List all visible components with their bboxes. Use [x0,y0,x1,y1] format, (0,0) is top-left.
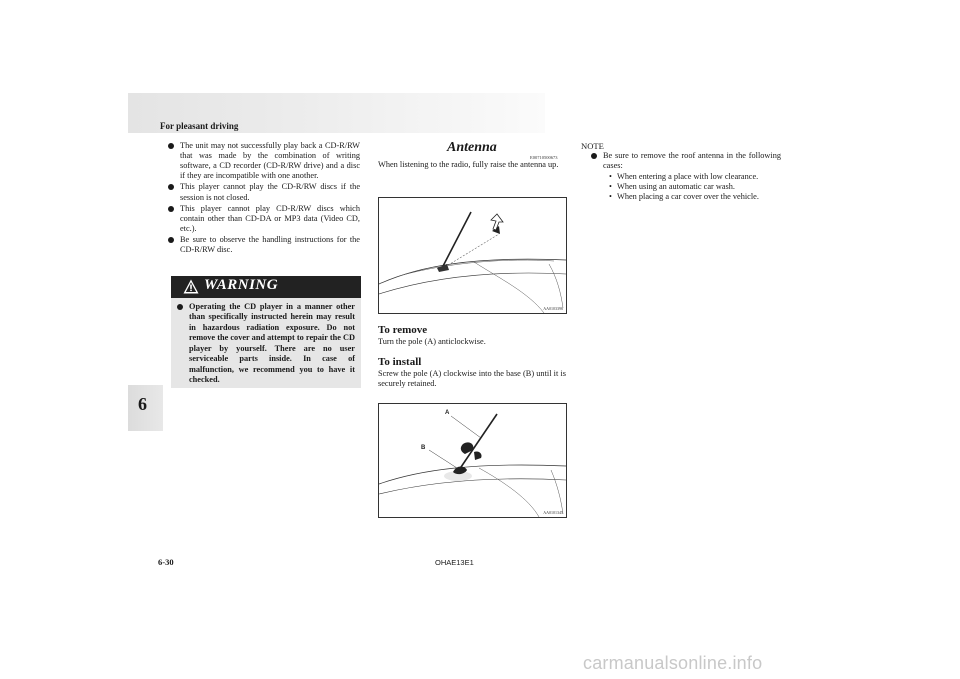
list-item-text: This player cannot play CD-R/RW discs which contain other than CD-DA or MP3 data (Video CD, etc.). [180,203,360,233]
warning-triangle-icon [183,279,199,294]
list-item: • When using an automatic car wash. [603,182,781,192]
list-item [168,182,360,202]
to-install-heading: To install [378,356,422,368]
antenna-heading: Antenna [447,140,497,155]
watermark: carmanualsonline.info [583,653,763,673]
bullet-icon [168,237,174,243]
warning-box [171,276,361,388]
figure-code: AA0103396 [543,306,563,311]
bullet-icon [168,143,174,149]
list-item [168,235,360,255]
note-text: Be sure to remove the roof antenna in the following cases: [603,151,781,171]
bullet-icon [168,184,174,190]
label-a: A [445,410,450,416]
list-item [177,302,355,386]
note-sub-list [603,172,781,202]
antenna-install-illustration [379,404,566,517]
section-title: For pleasant driving [160,121,239,131]
list-item [168,141,360,181]
left-column [168,141,360,256]
to-install-text: Screw the pole (A) clockwise into the base (B) until it is securely retained. [378,369,566,389]
list-item-text: Be sure to observe the handling instructions for the CD-R/RW disc. [180,234,360,255]
list-item [168,204,360,234]
figure-antenna-install [378,403,567,518]
figure-code: AA0101345 [543,510,563,515]
note-label: NOTE [581,141,604,151]
to-remove-text: Turn the pole (A) anticlockwise. [378,337,486,346]
page-number: 6-30 [158,557,174,567]
figure-antenna-raised [378,197,567,314]
bullet-icon [168,206,174,212]
list-item-text: The unit may not successfully play back a CD-R/RW that was made by the combination of writing software, a CD recorder (CD-R/RW drive) and a disc if they are incompatible with one another. [180,141,360,181]
antenna-raised-illustration [379,198,566,313]
to-remove-heading: To remove [378,324,428,336]
list-item [591,151,781,171]
list-item: • When placing a car cover over the vehicle. [603,192,781,202]
warning-body [171,298,361,386]
list-item-text: This player cannot play the CD-R/RW discs if the session is not closed. [180,182,360,202]
chapter-number: 6 [138,394,147,414]
warning-title: WARNING [204,277,279,293]
reference-code: E00710500673 [530,155,558,160]
warning-header [171,276,361,298]
warning-text: Operating the CD player in a manner other than specifically instructed herein may result in hazardous radiation exposure. Do not remove the cover and attempt to repair the CD player by yourself. There are no user serviceable parts inside. In case of malfunction, we recommend you to have it checked. [189,302,355,385]
document-code: OHAE13E1 [435,558,474,567]
note-block [591,151,781,203]
bullet-icon [591,153,597,159]
label-b: B [421,445,426,451]
bullet-icon [177,304,183,310]
antenna-intro: When listening to the radio, fully raise the antenna up. [378,160,559,169]
list-item: • When entering a place with low clearance. [603,172,781,182]
